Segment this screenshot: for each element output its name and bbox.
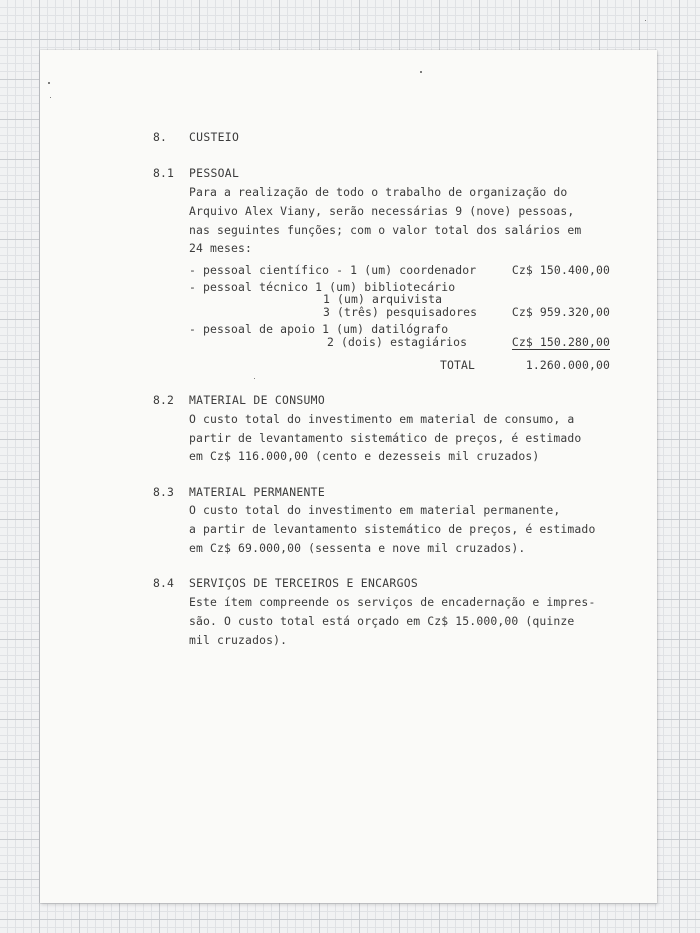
paragraph-line: O custo total do investimento em material permanente,	[189, 503, 561, 517]
section-title: MATERIAL DE CONSUMO	[189, 393, 325, 407]
section-number: 8.	[153, 130, 168, 144]
staff-row-label: 2 (dois) estagiários	[327, 335, 468, 349]
staff-row-amount: Cz$ 150.400,00	[511, 263, 610, 277]
staff-row-amount-underlined: Cz$ 150.280,00	[511, 335, 610, 349]
staff-row-label: 1 (um) arquivista	[323, 292, 443, 306]
section-number: 8.4	[153, 576, 175, 590]
paragraph-line: em Cz$ 69.000,00 (sessenta e nove mil cruzados).	[189, 541, 526, 555]
paragraph-line: são. O custo total está orçado em Cz$ 15.000,00 (quinze	[189, 614, 575, 628]
paragraph-line: a partir de levantamento sistemático de preços, é estimado	[189, 522, 596, 536]
section-title: SERVIÇOS DE TERCEIROS E ENCARGOS	[189, 576, 419, 590]
document-page	[40, 50, 657, 903]
paragraph-line: partir de levantamento sistemático de preços, é estimado	[189, 431, 582, 445]
section-number: 8.2	[153, 393, 175, 407]
section-title: CUSTEIO	[189, 130, 240, 144]
section-number: 8.1	[153, 166, 175, 180]
staff-row-label: - pessoal de apoio 1 (um) datilógrafo	[189, 322, 449, 336]
paragraph-line: Este ítem compreende os serviços de encadernação e impres-	[189, 595, 596, 609]
staff-row-amount: Cz$ 959.320,00	[511, 305, 610, 319]
section-number: 8.3	[153, 485, 175, 499]
staff-row-label: - pessoal técnico 1 (um) bibliotecário	[189, 280, 456, 294]
paragraph-line: Arquivo Alex Viany, serão necessárias 9 (nove) pessoas,	[189, 204, 575, 218]
section-title: MATERIAL PERMANENTE	[189, 485, 325, 499]
total-amount: 1.260.000,00	[525, 358, 610, 372]
paragraph-line: O custo total do investimento em material de consumo, a	[189, 412, 575, 426]
total-label: TOTAL	[440, 358, 476, 372]
paragraph-line: mil cruzados).	[189, 633, 288, 647]
staff-row-amount	[490, 335, 610, 349]
staff-row-label: - pessoal científico - 1 (um) coordenador	[189, 263, 477, 277]
background-speck	[48, 82, 50, 84]
staff-row-label: 3 (três) pesquisadores	[323, 305, 478, 319]
paragraph-line: nas seguintes funções; com o valor total dos salários em	[189, 223, 582, 237]
paragraph-line: 24 meses:	[189, 241, 253, 255]
paragraph-line: em Cz$ 116.000,00 (cento e dezesseis mil cruzados)	[189, 449, 540, 463]
background-speck	[50, 97, 51, 98]
background-speck	[645, 20, 646, 21]
section-title: PESSOAL	[189, 166, 240, 180]
paragraph-line: Para a realização de todo o trabalho de organização do	[189, 185, 568, 199]
typed-text	[40, 50, 657, 903]
